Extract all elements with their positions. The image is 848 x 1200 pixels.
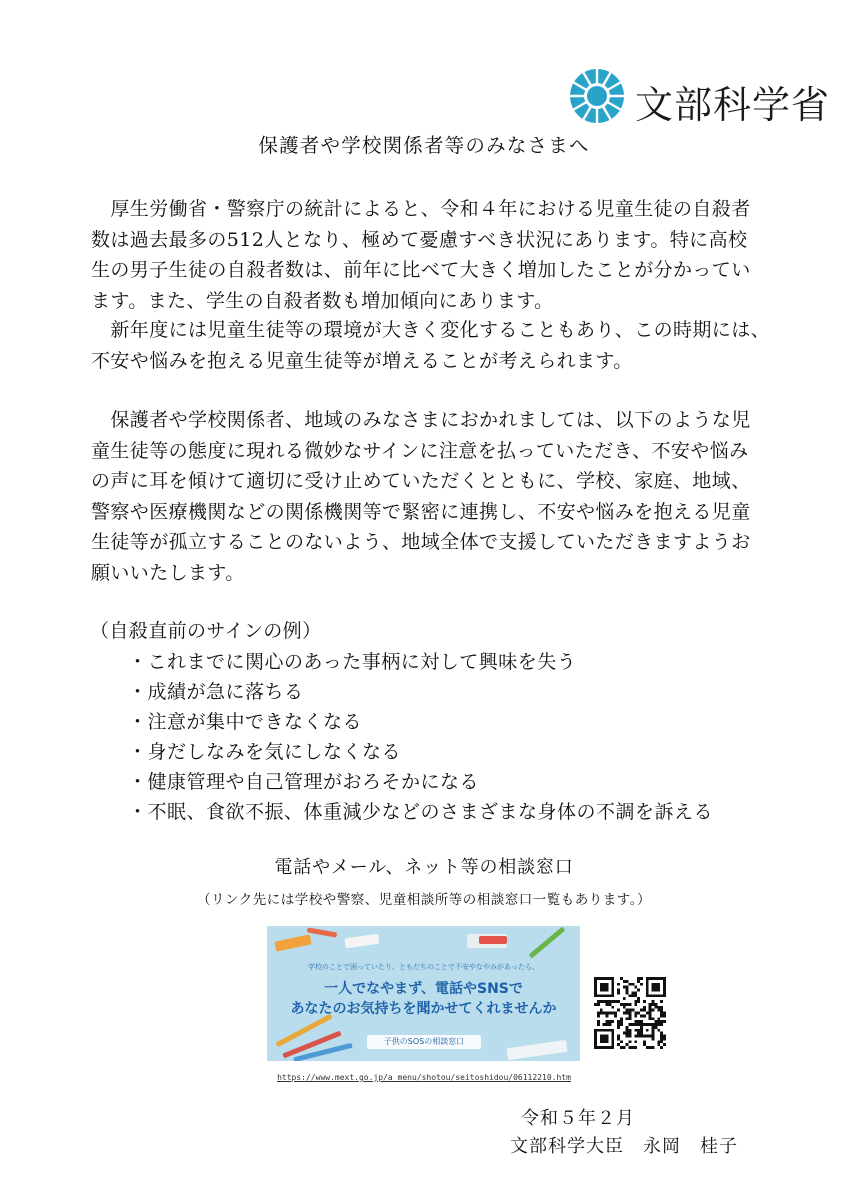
signs-heading: （自殺直前のサインの例） (90, 620, 322, 642)
paragraph-line: 保護者や学校関係者、地域のみなさまにおかれましては、以下のような児 (91, 409, 751, 431)
paragraph-line: 厚生労働省・警察庁の統計によると、令和４年における児童生徒の自殺者 (91, 198, 751, 220)
list-item: ・成績が急に落ちる (128, 681, 304, 703)
banner-tag: 子供のSOSの相談窓口 (367, 1035, 481, 1049)
paragraph-statistics (91, 194, 771, 316)
pencil-decoration (479, 936, 507, 944)
qr-code-icon (594, 977, 666, 1049)
banner-headline-1: 一人でなやまず、電話やSNSで (324, 981, 523, 997)
paragraph-line: 生の男子生徒の自殺者数は、前年に比べて大きく増加したことが分かってい (91, 259, 751, 281)
consult-note: （リンク先には学校や警察、児童相談所等の相談窓口一覧もあります。） (197, 892, 651, 908)
pencil-decoration (506, 1040, 567, 1060)
paragraph-line: 新年度には児童生徒等の環境が大きく変化することもあり、この時期には、 (91, 319, 771, 341)
paragraph-line: 警察や医療機関などの関係機関等で緊密に連携し、不安や悩みを抱える児童 (91, 500, 751, 523)
mext-logo (569, 68, 831, 127)
banner-small-text: 学校のことで困っていたり、ともだちのことで不安やなやみがあったら、 (308, 963, 539, 971)
paragraph-line: ます。また、学生の自殺者数も増加傾向にあります。 (91, 289, 554, 312)
paragraph-line: の声に耳を傾けて適切に受け止めていただくとともに、学校、家庭、地域、 (91, 470, 751, 492)
paragraph-request (91, 405, 771, 588)
paragraph-line: 数は過去最多の512人となり、極めて憂慮すべき状況にあります。特に高校 (91, 228, 748, 251)
issue-date: 令和５年２月 (521, 1108, 635, 1129)
list-item: ・健康管理や自己管理がおろそかになる (128, 771, 480, 793)
consult-title: 電話やメール、ネット等の相談窓口 (274, 857, 574, 878)
pencil-decoration (529, 926, 566, 958)
consult-url-link[interactable]: https://www.mext.go.jp/a_menu/shotou/seitoshidou/06112210.htm (277, 1073, 571, 1082)
list-item: ・注意が集中できなくなる (128, 711, 363, 733)
paragraph-line: 童生徒等の態度に現れる微妙なサインに注意を払っていただき、不安や悩み (91, 439, 749, 462)
page-title: 保護者や学校関係者等のみなさまへ (258, 134, 590, 157)
sos-banner[interactable] (267, 926, 580, 1061)
paragraph-line: 不安や悩みを抱える児童生徒等が増えることが考えられます。 (91, 349, 633, 372)
qr-code[interactable] (594, 977, 666, 1049)
banner-headline-2: あなたのお気持ちを聞かせてくれませんか (290, 1001, 557, 1017)
list-item: ・不眠、食欲不振、体重減少などのさまざまな身体の不調を訴える (128, 801, 714, 823)
pencil-decoration (307, 927, 337, 937)
paragraph-line: 生徒等が孤立することのないよう、地域全体で支援していただきますようお (91, 531, 751, 553)
pencil-decoration (344, 934, 379, 949)
signs-list (128, 647, 713, 827)
list-item: ・これまでに関心のあった事柄に対して興味を失う (128, 651, 577, 673)
minister-signature: 文部科学大臣 永岡 桂子 (510, 1136, 738, 1157)
paragraph-new-year (91, 315, 771, 376)
paragraph-line: 願いいたします。 (91, 561, 245, 584)
mext-logo-text: 文部科学省 (635, 83, 831, 127)
mext-logo-icon (569, 68, 625, 124)
list-item: ・身だしなみを気にしなくなる (128, 741, 402, 763)
pencil-decoration (274, 934, 311, 951)
